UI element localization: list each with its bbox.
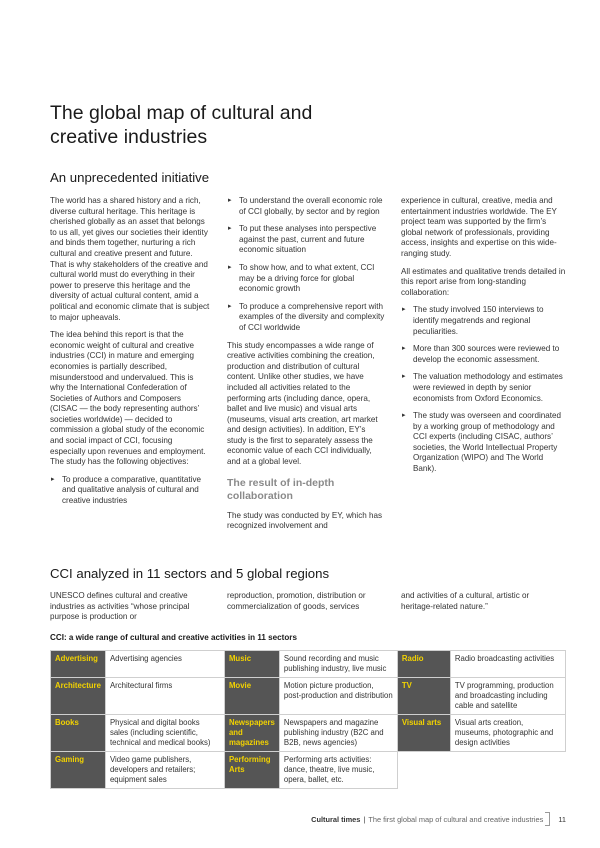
sector-description: Video game publishers, developers and retailers; equipment sales xyxy=(105,752,224,789)
page-title: The global map of cultural and creative industries xyxy=(50,102,313,148)
sector-description: Architectural firms xyxy=(105,678,224,715)
sector-label: Newspapers and magazines xyxy=(224,715,279,752)
list-item xyxy=(227,196,387,217)
empty-cell xyxy=(450,752,565,789)
footer-brand: Cultural times xyxy=(311,814,361,824)
paragraph: The world has a shared history and a rich, diverse cultural heritage. This heritage is cherished globally as an asset that belongs to us all, yet gives our societies their identity and binds them together, nurturing a rich cultural and creative present and future. That is why stakeholders of the creative and cultural world must do everything in their power to preserve this heritage and the diversity of actual cultural content, amid a political and economic climate that is subject to major upheavals. xyxy=(50,196,210,322)
column-1 xyxy=(50,196,210,514)
bullet-icon: ▸ xyxy=(402,345,406,353)
paragraph: All estimates and qualitative trends detailed in this report arise from long-standing collaboration: xyxy=(401,266,566,297)
sector-label: TV xyxy=(397,678,450,715)
list-item xyxy=(227,224,387,256)
section-heading-initiative: An unprecedented initiative xyxy=(50,170,210,185)
list-item xyxy=(401,411,566,475)
subheading-collaboration: The result of in-depth collaboration xyxy=(227,476,335,502)
unesco-definition-col-1: UNESCO defines cultural and creative industries as activities “whose principal purpose is production or xyxy=(50,591,190,622)
sector-description: Advertising agencies xyxy=(105,651,224,678)
sector-label: Books xyxy=(51,715,106,752)
sectors-table xyxy=(50,650,566,789)
sector-label: Music xyxy=(224,651,279,678)
list-item-text: To produce a comparative, quantitative and qualitative analysis of cultural and creative industries xyxy=(62,474,202,506)
sector-label: Radio xyxy=(397,651,450,678)
collaboration-list xyxy=(401,305,566,474)
footer-subtitle: The first global map of cultural and creative industries xyxy=(368,814,544,824)
list-item-text: To produce a comprehensive report with examples of the diversity and complexity of CCI worldwide xyxy=(239,301,385,332)
objectives-list xyxy=(227,196,387,334)
bullet-icon: ▸ xyxy=(228,197,232,204)
page-footer xyxy=(311,812,566,826)
unesco-definition-col-3: and activities of a cultural, artistic or heritage-related nature.” xyxy=(401,591,530,611)
sector-description: Radio broadcasting activities xyxy=(450,651,565,678)
list-item-text: The study was overseen and coordinated by a working group of methodology and CCI experts (including CISAC, authors’ societies, the World Intellectual Property Organization (WIPO) and The World Bank). xyxy=(413,411,562,474)
list-item-text: More than 300 sources were reviewed to develop the economic assessment. xyxy=(413,344,560,364)
bullet-icon: ▸ xyxy=(228,225,232,233)
table-row xyxy=(51,752,566,789)
sector-label: Gaming xyxy=(51,752,106,789)
sector-label: Performing Arts xyxy=(224,752,279,789)
footer-separator: | xyxy=(363,814,366,824)
list-item xyxy=(50,475,210,507)
column-3 xyxy=(401,196,566,482)
sector-label: Movie xyxy=(224,678,279,715)
sector-description: Newspapers and magazine publishing industry (B2C and B2B, news agencies) xyxy=(279,715,397,752)
column-2 xyxy=(227,196,387,539)
paragraph: The idea behind this report is that the economic weight of cultural and creative industries (CCI) in mature and emerging economies is partially described, misunderstood and undervalued. This is why the International Confederation of Societies of Authors and Composers (CISAC — the body representing authors’ societies worldwide) — decided to commission a global study of the economic and social impact of CCI, focusing especially upon revenues and employment. The study has the following objectives: xyxy=(50,330,206,467)
empty-cell xyxy=(397,752,450,789)
sector-description: Performing arts activities: dance, theatre, live music, opera, ballet, etc. xyxy=(279,752,397,789)
list-item xyxy=(401,344,566,365)
table-caption: CCI: a wide range of cultural and creative activities in 11 sectors xyxy=(50,633,297,642)
table-row xyxy=(51,651,566,678)
list-item xyxy=(227,302,387,334)
sector-description: Visual arts creation, museums, photographic and design activities xyxy=(450,715,565,752)
sector-label: Visual arts xyxy=(397,715,450,752)
list-item-text: To put these analyses into perspective against the past, current and future economic situation xyxy=(239,224,377,255)
bullet-icon: ▸ xyxy=(402,412,406,420)
list-item-text: To show how, and to what extent, CCI may be a driving force for global economic growth xyxy=(239,262,375,294)
sector-description: Sound recording and music publishing industry, live music xyxy=(279,651,397,678)
paragraph: This study encompasses a wide range of creative activities combining the creation, production and distribution of cultural content. Unlike other studies, we have included all activities related to the performing arts (including dance, opera, ballet and live music) and visual arts (museums, visual arts creation, art market and design activities). In addition, EY’s study is the first to separately assess the economic value of each CCI individually, and at a global level. xyxy=(227,340,378,467)
bullet-icon: ▸ xyxy=(402,373,406,381)
list-item xyxy=(401,372,566,404)
list-item xyxy=(227,263,387,295)
footer-bracket-decoration xyxy=(545,812,550,826)
list-item-text: The valuation methodology and estimates were reviewed in depth by senior economists from Oxford Economics. xyxy=(413,372,563,403)
sector-description: TV programming, production and broadcasting including cable and satellite xyxy=(450,678,565,715)
bullet-icon: ▸ xyxy=(228,263,232,271)
bullet-icon: ▸ xyxy=(51,475,55,483)
sector-description: Motion picture production, post-production and distribution xyxy=(279,678,397,715)
sector-label: Advertising xyxy=(51,651,106,678)
table-row xyxy=(51,678,566,715)
list-item-text: To understand the overall economic role of CCI globally, by sector and by region xyxy=(239,196,383,216)
list-item xyxy=(401,305,566,337)
bullet-icon: ▸ xyxy=(228,302,232,310)
sector-description: Physical and digital books sales (including scientific, technical and medical books) xyxy=(105,715,224,752)
objectives-list xyxy=(50,475,210,507)
unesco-definition-col-2: reproduction, promotion, distribution or commercialization of goods, services xyxy=(227,591,366,611)
paragraph: The study was conducted by EY, which has recognized involvement and xyxy=(227,510,383,531)
page-number: 11 xyxy=(558,814,566,824)
table-row xyxy=(51,715,566,752)
bullet-icon: ▸ xyxy=(402,306,406,314)
section-heading-sectors: CCI analyzed in 11 sectors and 5 global regions xyxy=(50,566,330,581)
paragraph: experience in cultural, creative, media and entertainment industries worldwide. The EY project team was supported by the firm’s global network of professionals, providing access, insights and expertise on this wide-ranging study. xyxy=(401,196,557,258)
list-item-text: The study involved 150 interviews to identify megatrends and regional peculiarities. xyxy=(413,305,544,336)
sector-label: Architecture xyxy=(51,678,106,715)
